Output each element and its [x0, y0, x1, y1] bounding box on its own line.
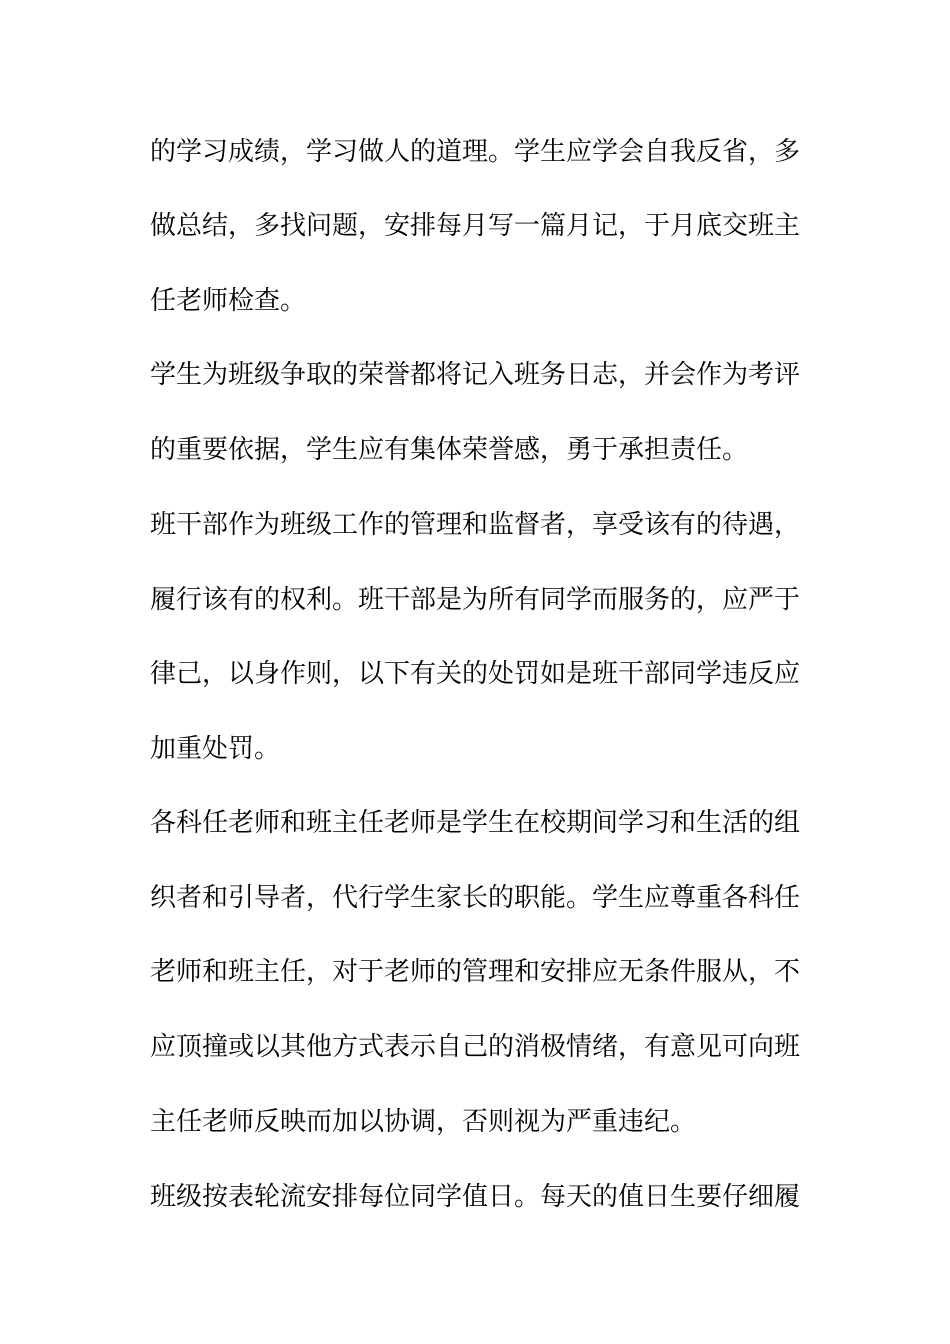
text-line: 班级按表轮流安排每位同学值日。每天的值日生要仔细履	[150, 1182, 801, 1212]
text-line: 学生为班级争取的荣誉都将记入班务日志，并会作为考评	[150, 360, 801, 390]
text-line: 各科任老师和班主任老师是学生在校期间学习和生活的组	[150, 808, 801, 838]
text-line: 律己，以身作则，以下有关的处罚如是班干部同学违反应	[150, 659, 801, 689]
text-line: 应顶撞或以其他方式表示自己的消极情绪，有意见可向班	[150, 1032, 801, 1062]
text-line: 任老师检查。	[150, 286, 307, 316]
text-line: 的学习成绩，学习做人的道理。学生应学会自我反省，多	[150, 137, 801, 167]
text-line: 加重处罚。	[150, 734, 281, 764]
text-line: 的重要依据，学生应有集体荣誉感，勇于承担责任。	[150, 435, 749, 465]
text-line: 老师和班主任，对于老师的管理和安排应无条件服从，不	[150, 957, 801, 987]
text-line: 主任老师反映而加以协调，否则视为严重违纪。	[150, 1107, 697, 1137]
text-line: 班干部作为班级工作的管理和监督者，享受该有的待遇，	[150, 510, 801, 540]
text-line: 织者和引导者，代行学生家长的职能。学生应尊重各科任	[150, 883, 801, 913]
text-line: 履行该有的权利。班干部是为所有同学而服务的，应严于	[150, 585, 801, 615]
text-line: 做总结，多找问题，安排每月写一篇月记，于月底交班主	[150, 211, 801, 241]
